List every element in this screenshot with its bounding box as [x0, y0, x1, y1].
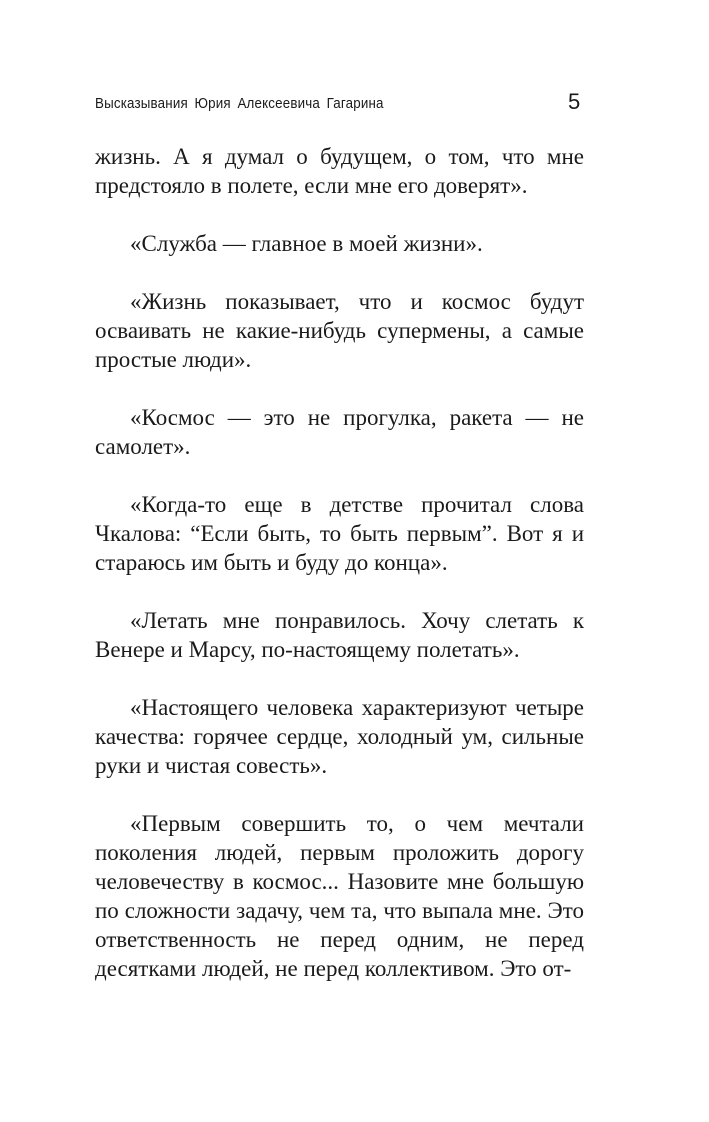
paragraph-continuation: жизнь. А я думал о будущем, о том, что мне предстояло в полете, если мне его доверят». — [95, 144, 584, 198]
quote-paragraph: «Служба — главное в моей жизни». — [130, 231, 483, 256]
quote-paragraph: «Летать мне понравилось. Хочу слетать к Венере и Марсу, по-настоящему полетать». — [95, 608, 584, 662]
body-text — [95, 142, 584, 983]
quote-paragraph: «Космос — это не прогулка, ракета — не самолет». — [95, 405, 584, 459]
quote-paragraph: «Жизнь показывает, что и космос будут осваивать не какие-нибудь супермены, а самые простые люди». — [95, 289, 584, 372]
running-head: Высказывания Юрия Алексеевича Гагарина — [95, 96, 384, 112]
quote-paragraph: «Настоящего человека характеризуют четыре качества: горячее сердце, холодный ум, сильные руки и чистая совесть». — [95, 695, 584, 778]
page-number: 5 — [568, 89, 581, 114]
quote-paragraph: «Когда-то еще в детстве прочитал слова Чкалова: “Если быть, то быть первым”. Вот я и стараюсь им быть и буду до конца». — [95, 492, 584, 575]
quote-paragraph: «Первым совершить то, о чем мечтали поколения людей, первым проложить дорогу человечеству в космос... Назовите мне большую по сложности задачу, чем та, что выпала мне. Это ответственность не перед одним, не перед десятками людей, не перед коллективом. Это от- — [95, 811, 584, 981]
